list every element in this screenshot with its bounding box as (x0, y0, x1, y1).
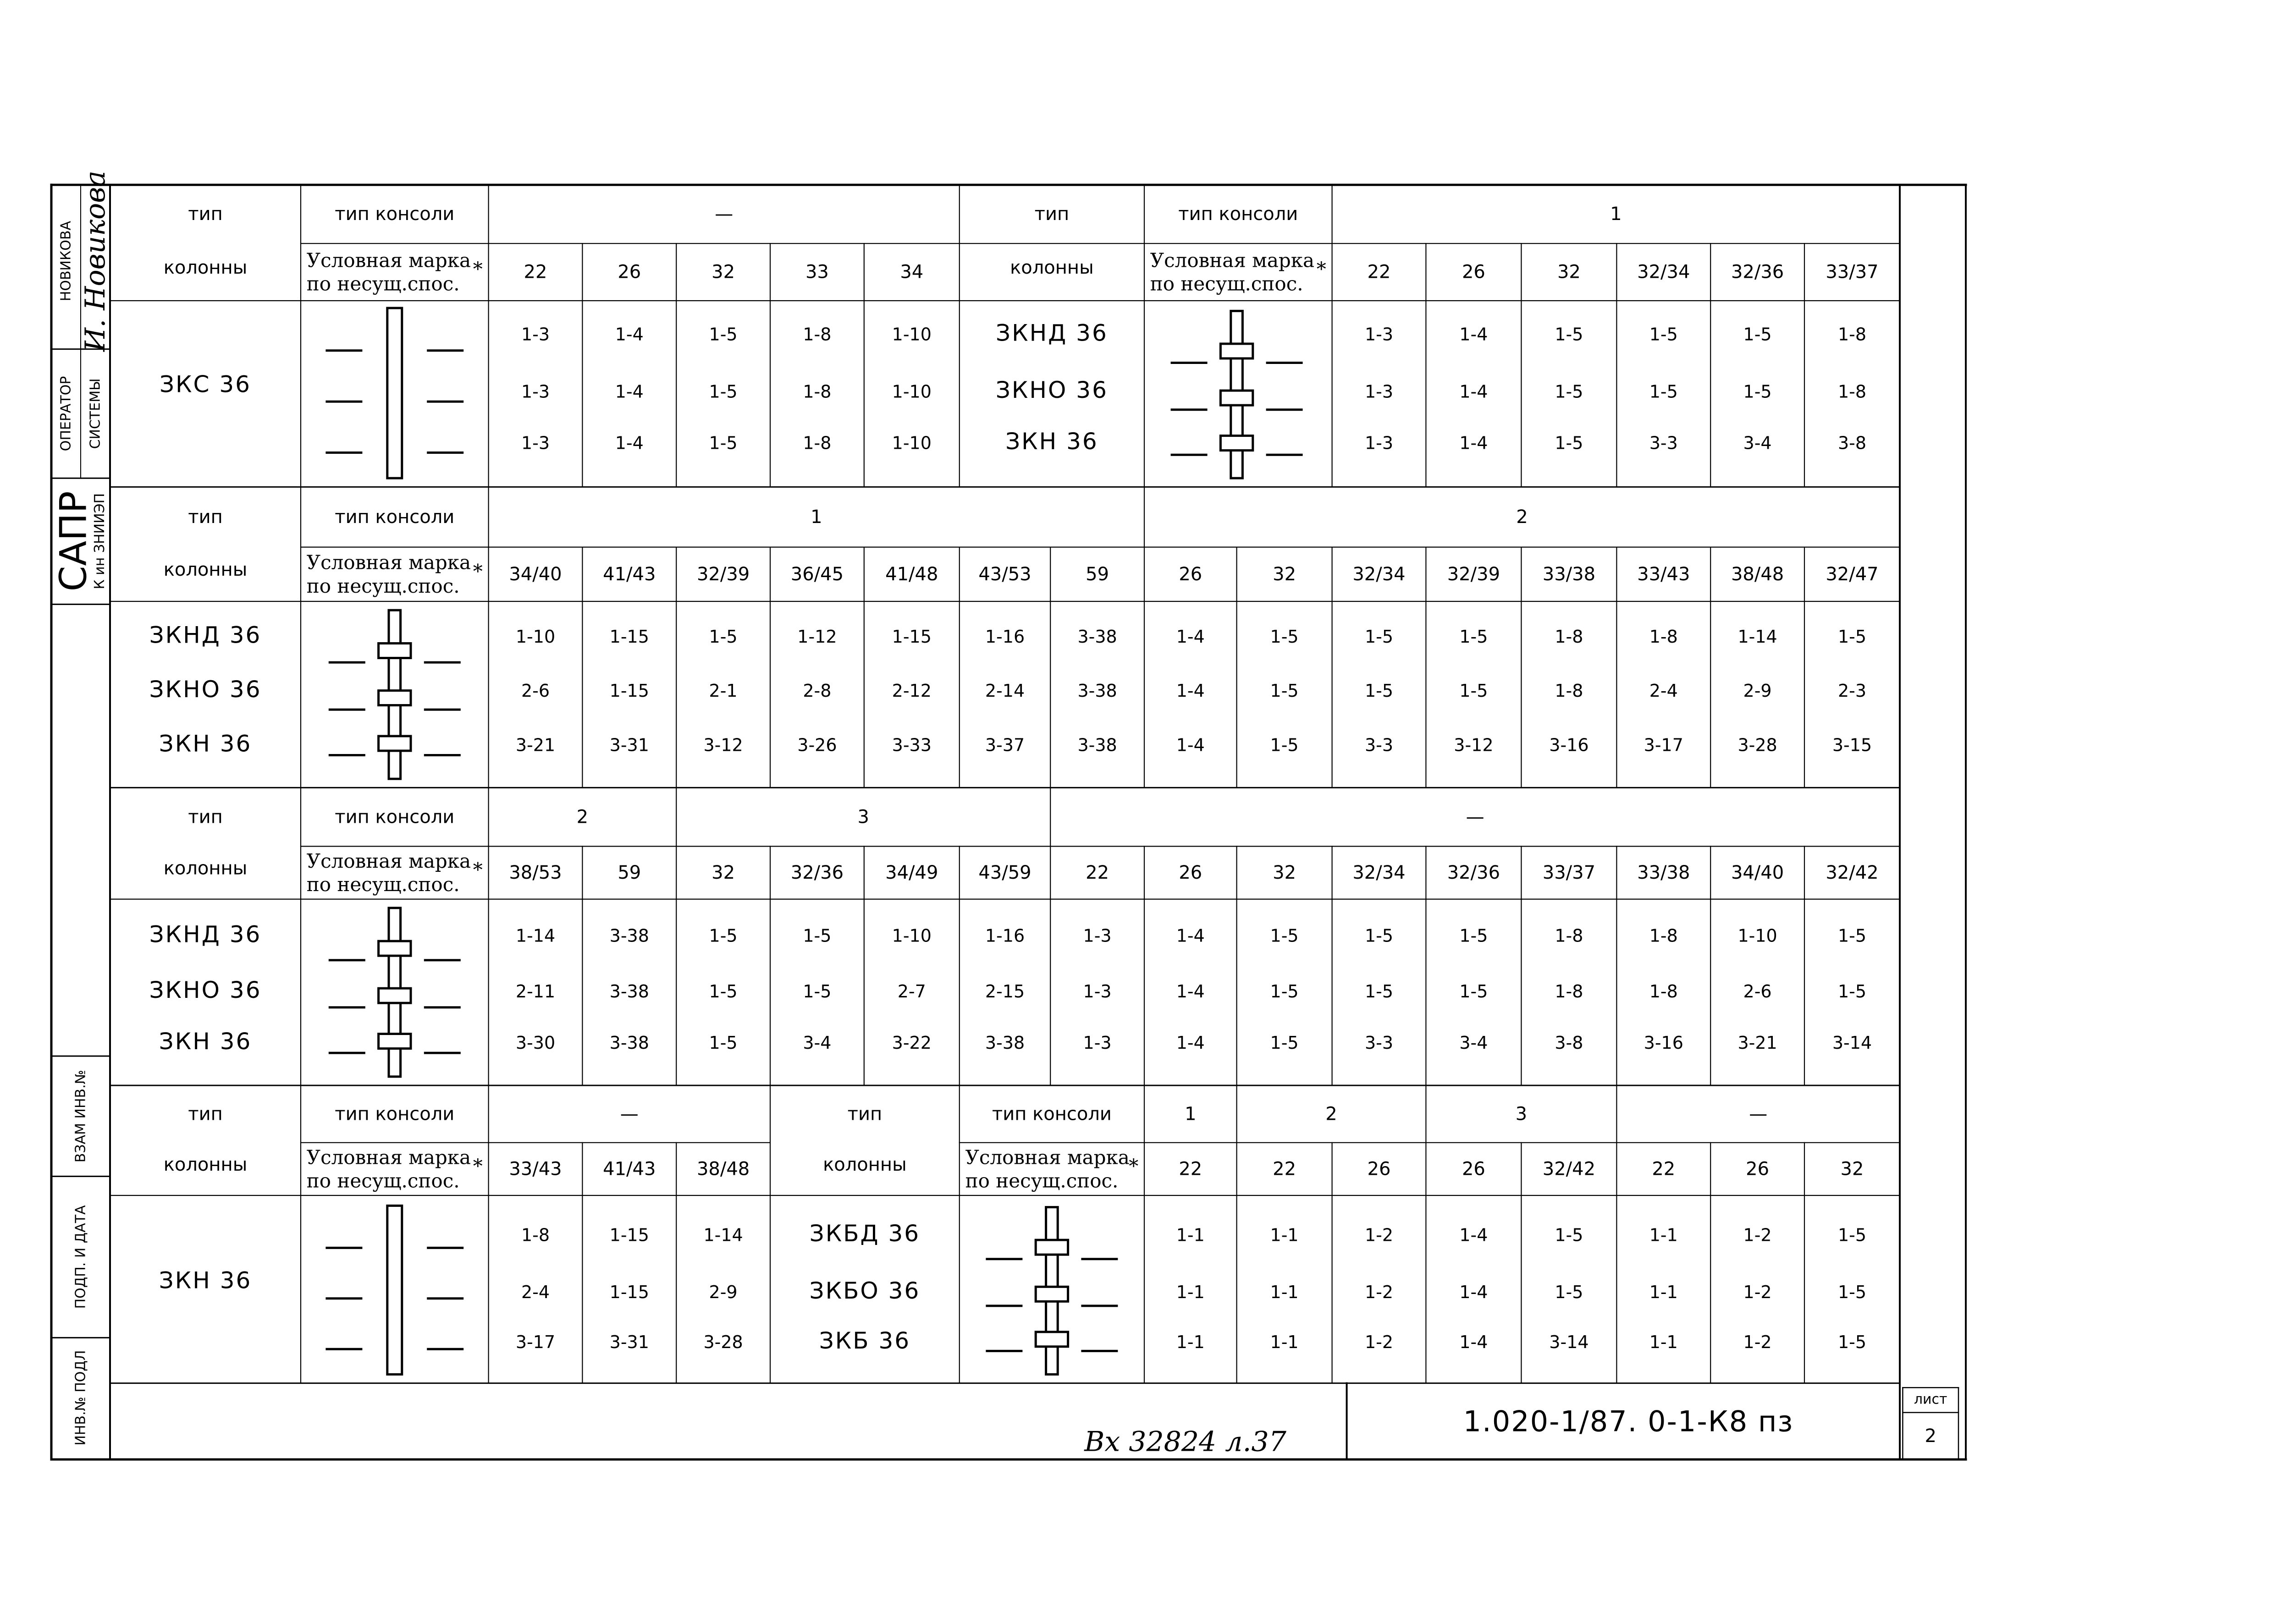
cell-value: 2-14 (985, 681, 1025, 701)
column-name: ЗКН 36 (1005, 428, 1098, 455)
cell-value: 1-5 (709, 981, 738, 1002)
cell-value: 2-8 (803, 681, 832, 701)
mark-star: * (473, 859, 483, 881)
subheader: 32 (1557, 261, 1581, 283)
cell-value: 3-26 (797, 735, 837, 755)
cell-value: 1-4 (1176, 626, 1205, 647)
cell-value: 3-38 (609, 925, 649, 946)
cell-value: 1-5 (1364, 925, 1394, 946)
subheader: 26 (1746, 1158, 1770, 1180)
console-bracket-icon (379, 988, 411, 1003)
cell-value: 1-5 (803, 925, 832, 946)
cell-value: 1-16 (985, 925, 1025, 946)
cell-value: 1-5 (1270, 1033, 1299, 1053)
column-name: ЗКН 36 (159, 730, 252, 757)
cell-value: 2-12 (892, 681, 932, 701)
console-type-label: тип консоли (335, 506, 455, 528)
cell-value: 3-31 (609, 735, 649, 755)
cell-value: 1-5 (709, 1033, 738, 1053)
cell-value: 3-4 (803, 1033, 832, 1053)
subheader: 36/45 (790, 563, 844, 585)
cell-value: 3-21 (1737, 1033, 1777, 1053)
mark-star: * (1129, 1155, 1139, 1178)
cell-value: 3-38 (1077, 681, 1117, 701)
cell-value: 1-5 (1364, 981, 1394, 1002)
cell-value: 1-1 (1176, 1282, 1205, 1303)
sheet-label: лист (1914, 1391, 1947, 1408)
cell-value: 1-10 (515, 626, 556, 647)
cell-value: 1-14 (515, 925, 556, 946)
cell-value: 1-4 (1459, 1225, 1488, 1245)
cell-value: 1-4 (1176, 1033, 1205, 1053)
subheader: 38/48 (1731, 563, 1784, 585)
cell-value: 2-7 (897, 981, 926, 1002)
cell-value: 3-17 (1644, 735, 1683, 755)
subheader: 43/59 (978, 862, 1031, 883)
cell-value: 1-4 (1459, 433, 1488, 453)
cell-value: 1-5 (1555, 433, 1583, 453)
cell-value: 1-5 (709, 433, 738, 453)
subheader: 22 (1367, 261, 1391, 283)
subheader: 32/39 (1447, 563, 1500, 585)
group-label: — (1466, 806, 1484, 828)
cell-value: 3-12 (703, 735, 743, 755)
column-name: ЗКС 36 (160, 371, 251, 398)
cell-value: 1-1 (1270, 1332, 1299, 1352)
cell-value: 1-14 (1737, 626, 1777, 647)
column-name: ЗКН 36 (159, 1267, 252, 1294)
cell-value: 3-8 (1555, 1033, 1583, 1053)
cell-value: 1-8 (803, 433, 832, 453)
console-type-label: тип консоли (335, 204, 455, 225)
mark-star: * (473, 560, 483, 583)
cell-value: 3-4 (1743, 433, 1772, 453)
subheader: 59 (1086, 563, 1109, 585)
cell-value: 3-38 (609, 981, 649, 1002)
cell-value: 2-4 (1649, 681, 1678, 701)
cell-value: 1-4 (615, 324, 644, 345)
subheader: 32/34 (1637, 261, 1690, 283)
handwritten-note: Вх 32824 л.37 (1084, 1426, 1286, 1458)
side-label-sapr: САПР (52, 491, 95, 592)
cell-value: 1-5 (1364, 681, 1394, 701)
subheader: 33/38 (1542, 563, 1596, 585)
cell-value: 1-5 (709, 381, 738, 402)
subheader: 22 (524, 261, 547, 283)
cell-value: 1-4 (1176, 735, 1205, 755)
cell-value: 1-1 (1649, 1332, 1678, 1352)
subheader: 32 (1840, 1158, 1864, 1180)
table-texts (52, 171, 1947, 1458)
mark-label-2: по несущ.спос. (306, 1169, 460, 1192)
subheader: 33/38 (1637, 862, 1690, 883)
console-type-label: тип консоли (335, 1103, 455, 1125)
subheader: 26 (1462, 1158, 1485, 1180)
cell-value: 1-2 (1364, 1282, 1394, 1303)
cell-value: 1-8 (1837, 381, 1867, 402)
cell-value: 1-5 (1555, 1225, 1583, 1245)
cell-value: 1-5 (1459, 681, 1488, 701)
column-symbols (325, 308, 1302, 1374)
column-bar-icon (387, 308, 402, 478)
column-name: ЗКНД 36 (149, 622, 262, 649)
cell-value: 1-2 (1743, 1225, 1772, 1245)
cell-value: 2-6 (521, 681, 550, 701)
cell-value: 3-22 (892, 1033, 932, 1053)
cell-value: 3-14 (1549, 1332, 1589, 1352)
column-name: ЗКНО 36 (149, 977, 262, 1003)
group-label: — (715, 204, 734, 225)
cell-value: 1-14 (703, 1225, 743, 1245)
cell-value: 1-5 (1555, 1282, 1583, 1303)
cell-value: 1-5 (803, 981, 832, 1002)
cell-value: 1-8 (1555, 981, 1583, 1002)
cell-value: 3-38 (609, 1033, 649, 1053)
cell-value: 3-12 (1454, 735, 1494, 755)
subheader: 41/43 (603, 563, 656, 585)
side-label-org: К ин ЗНИИЭП (92, 493, 108, 589)
cell-value: 1-5 (709, 626, 738, 647)
cell-value: 1-2 (1743, 1332, 1772, 1352)
cell-value: 3-16 (1644, 1033, 1683, 1053)
cell-value: 2-15 (985, 981, 1025, 1002)
subheader: 32/36 (1731, 261, 1784, 283)
cell-value: 1-2 (1364, 1225, 1394, 1245)
col-type-label-2: колонны (1010, 257, 1094, 278)
cell-value: 3-15 (1832, 735, 1872, 755)
subheader: 33/43 (1637, 563, 1690, 585)
console-type-label: тип консоли (1178, 204, 1298, 225)
cell-value: 1-4 (1459, 1332, 1488, 1352)
cell-value: 1-1 (1176, 1225, 1205, 1245)
cell-value: 1-15 (892, 626, 932, 647)
cell-value: 1-1 (1649, 1225, 1678, 1245)
cell-value: 1-3 (521, 433, 550, 453)
cell-value: 1-5 (1459, 925, 1488, 946)
cell-value: 3-30 (515, 1033, 556, 1053)
group-label: 1 (1610, 204, 1622, 225)
cell-value: 1-4 (1459, 1282, 1488, 1303)
mark-label-2: по несущ.спос. (306, 873, 460, 896)
subheader: 43/53 (978, 563, 1031, 585)
cell-value: 1-5 (1837, 1282, 1867, 1303)
col-type-label: тип (1034, 204, 1070, 225)
column-name: ЗКНО 36 (995, 377, 1108, 404)
mark-star: * (1316, 258, 1326, 281)
cell-value: 1-8 (1649, 981, 1678, 1002)
mark-label-2: по несущ.спос. (306, 272, 460, 295)
cell-value: 3-33 (892, 735, 932, 755)
cell-value: 1-4 (615, 433, 644, 453)
cell-value: 1-15 (609, 681, 649, 701)
column-name: ЗКНО 36 (149, 676, 262, 703)
group-label: 3 (1515, 1103, 1528, 1125)
cell-value: 1-5 (1743, 324, 1772, 345)
mark-label: Условная марка (965, 1146, 1130, 1169)
cell-value: 3-16 (1549, 735, 1589, 755)
console-bracket-icon (1036, 1287, 1068, 1301)
mark-label-2: по несущ.спос. (965, 1169, 1119, 1192)
cell-value: 1-8 (1555, 681, 1583, 701)
cell-value: 3-17 (515, 1332, 556, 1352)
cell-value: 1-5 (1837, 925, 1867, 946)
document-code: 1.020-1/87. 0-1-К8 пз (1463, 1404, 1794, 1438)
cell-value: 1-8 (803, 381, 832, 402)
cell-value: 1-1 (1649, 1282, 1678, 1303)
cell-value: 1-5 (709, 324, 738, 345)
mark-star: * (473, 1155, 483, 1178)
cell-value: 1-12 (797, 626, 837, 647)
subheader: 33/37 (1826, 261, 1879, 283)
column-name: ЗКБО 36 (809, 1277, 921, 1304)
mark-label: Условная марка (306, 1146, 471, 1169)
cell-value: 2-1 (709, 681, 738, 701)
side-label-operator: ОПЕРАТОР (58, 376, 74, 451)
cell-value: 1-2 (1743, 1282, 1772, 1303)
subheader: 32/34 (1352, 563, 1406, 585)
sheet-number: 2 (1925, 1425, 1936, 1447)
subheader: 41/43 (603, 1158, 656, 1180)
cell-value: 1-10 (892, 925, 932, 946)
cell-value: 1-5 (1270, 981, 1299, 1002)
cell-value: 1-1 (1270, 1282, 1299, 1303)
cell-value: 1-3 (521, 381, 550, 402)
cell-value: 1-5 (1837, 626, 1867, 647)
cell-value: 3-21 (515, 735, 556, 755)
side-signature: И. Новикова (79, 171, 111, 352)
cell-value: 3-28 (703, 1332, 743, 1352)
cell-value: 3-14 (1832, 1033, 1872, 1053)
subheader: 34/49 (885, 862, 938, 883)
subheader: 22 (1179, 1158, 1202, 1180)
subheader: 26 (1462, 261, 1485, 283)
cell-value: 2-9 (1743, 681, 1772, 701)
console-bracket-icon (379, 644, 411, 658)
cell-value: 1-4 (1459, 324, 1488, 345)
column-bar-icon (387, 1206, 402, 1374)
subheader: 22 (1652, 1158, 1676, 1180)
mark-label: Условная марка (1150, 249, 1315, 272)
cell-value: 1-3 (1364, 433, 1394, 453)
side-label-signature-date: ПОДП. И ДАТА (72, 1205, 89, 1309)
col-type-label-2: колонны (163, 257, 248, 278)
cell-value: 1-8 (1649, 925, 1678, 946)
cell-value: 1-3 (1083, 1033, 1112, 1053)
console-bracket-icon (379, 1034, 411, 1049)
col-type-label: тип (188, 204, 223, 225)
cell-value: 3-28 (1737, 735, 1777, 755)
subheader: 33/43 (509, 1158, 562, 1180)
mark-label-2: по несущ.спос. (1150, 272, 1303, 295)
subheader: 32/34 (1352, 862, 1406, 883)
console-bracket-icon (379, 691, 411, 705)
console-bracket-icon (1220, 436, 1252, 451)
cell-value: 1-15 (609, 626, 649, 647)
subheader: 33 (805, 261, 829, 283)
cell-value: 1-5 (1837, 1332, 1867, 1352)
cell-value: 1-4 (1459, 381, 1488, 402)
console-bracket-icon (379, 941, 411, 956)
side-label-replace-inv: ВЗАМ ИНВ.№ (72, 1070, 89, 1163)
side-label-inv-original: ИНВ.№ ПОДЛ (72, 1350, 89, 1446)
group-label: 1 (811, 506, 822, 528)
subheader: 33/37 (1542, 862, 1596, 883)
cell-value: 1-15 (609, 1225, 649, 1245)
group-label: — (620, 1103, 639, 1125)
cell-value: 1-5 (1555, 324, 1583, 345)
cell-value: 1-1 (1176, 1332, 1205, 1352)
col-type-label-2: колонны (163, 559, 248, 581)
group-label: — (1749, 1103, 1768, 1125)
col-type-label-2: колонны (163, 1154, 248, 1175)
console-bracket-icon (379, 736, 411, 751)
cell-value: 1-8 (1837, 324, 1867, 345)
cell-value: 1-5 (1270, 735, 1299, 755)
group-label: 2 (576, 806, 589, 828)
cell-value: 3-4 (1459, 1033, 1488, 1053)
cell-value: 2-3 (1837, 681, 1867, 701)
console-bracket-icon (1220, 391, 1252, 405)
cell-value: 3-38 (1077, 626, 1117, 647)
cell-value: 3-31 (609, 1332, 649, 1352)
subheader: 26 (1179, 862, 1202, 883)
console-type-label: тип консоли (992, 1103, 1112, 1125)
console-bracket-icon (1036, 1332, 1068, 1347)
col-type-label-2: колонны (163, 858, 248, 879)
column-name: ЗКНД 36 (149, 921, 262, 948)
subheader: 41/48 (885, 563, 938, 585)
cell-value: 1-8 (1649, 626, 1678, 647)
mark-label: Условная марка (306, 849, 471, 872)
cell-value: 1-5 (1270, 925, 1299, 946)
cell-value: 1-10 (1737, 925, 1777, 946)
subheader: 32/39 (696, 563, 750, 585)
cell-value: 2-6 (1743, 981, 1772, 1002)
cell-value: 1-4 (1176, 981, 1205, 1002)
subheader: 32/42 (1542, 1158, 1596, 1180)
subheader: 32 (1273, 563, 1296, 585)
cell-value: 1-3 (1364, 381, 1394, 402)
subheader: 59 (618, 862, 641, 883)
console-bracket-icon (1036, 1240, 1068, 1255)
cell-value: 1-2 (1364, 1332, 1394, 1352)
cell-value: 2-11 (515, 981, 556, 1002)
cell-value: 1-10 (892, 381, 932, 402)
cell-value: 1-5 (1743, 381, 1772, 402)
group-label: 2 (1325, 1103, 1337, 1125)
cell-value: 3-38 (985, 1033, 1025, 1053)
subheader: 22 (1273, 1158, 1296, 1180)
subheader: 32/36 (1447, 862, 1500, 883)
cell-value: 1-4 (1176, 925, 1205, 946)
column-name: ЗКБ 36 (819, 1327, 911, 1354)
col-type-label: тип (188, 506, 223, 528)
cell-value: 3-38 (1077, 735, 1117, 755)
cell-value: 3-8 (1837, 433, 1867, 453)
subheader: 34/40 (1731, 862, 1784, 883)
column-name: ЗКНД 36 (996, 319, 1108, 347)
subheader: 26 (1179, 563, 1202, 585)
console-type-label: тип консоли (335, 806, 455, 828)
column-name: ЗКБД 36 (809, 1220, 921, 1247)
subheader: 22 (1086, 862, 1109, 883)
console-bracket-icon (1220, 344, 1252, 358)
cell-value: 1-3 (1083, 925, 1112, 946)
subheader: 38/53 (509, 862, 562, 883)
cell-value: 1-5 (1459, 981, 1488, 1002)
mark-label-2: по несущ.спос. (306, 574, 460, 597)
cell-value: 1-8 (803, 324, 832, 345)
subheader: 26 (618, 261, 641, 283)
group-label: 3 (857, 806, 869, 828)
subheader: 32 (712, 862, 735, 883)
col-type-label: тип (188, 1103, 223, 1125)
cell-value: 1-8 (1555, 626, 1583, 647)
subheader: 34 (900, 261, 924, 283)
cell-value: 1-3 (1364, 324, 1394, 345)
side-label-novikova: НОВИКОВА (58, 220, 74, 302)
subheader: 38/48 (696, 1158, 750, 1180)
cell-value: 1-5 (1270, 626, 1299, 647)
col-type-label: тип (188, 806, 223, 828)
cell-value: 1-8 (1555, 925, 1583, 946)
col-type-label-2: колонны (823, 1154, 907, 1175)
cell-value: 3-3 (1364, 735, 1394, 755)
cell-value: 3-3 (1364, 1033, 1394, 1053)
col-type-label: тип (847, 1103, 883, 1125)
cell-value: 1-10 (892, 433, 932, 453)
cell-value: 1-5 (1649, 381, 1678, 402)
cell-value: 1-1 (1270, 1225, 1299, 1245)
cell-value: 1-10 (892, 324, 932, 345)
cell-value: 2-4 (521, 1282, 550, 1303)
mark-label: Условная марка (306, 249, 471, 272)
side-label-system: СИСТЕМЫ (87, 378, 104, 449)
subheader: 26 (1367, 1158, 1391, 1180)
cell-value: 1-3 (521, 324, 550, 345)
subheader: 32/47 (1826, 563, 1879, 585)
mark-label: Условная марка (306, 551, 471, 574)
cell-value: 1-5 (1837, 1225, 1867, 1245)
cell-value: 1-4 (615, 381, 644, 402)
cell-value: 1-5 (1837, 981, 1867, 1002)
cell-value: 1-5 (1364, 626, 1394, 647)
cell-value: 1-5 (1649, 324, 1678, 345)
group-label: 2 (1516, 506, 1528, 528)
cell-value: 1-15 (609, 1282, 649, 1303)
subheader: 32 (712, 261, 735, 283)
cell-value: 1-16 (985, 626, 1025, 647)
cell-value: 1-5 (1459, 626, 1488, 647)
subheader: 34/40 (509, 563, 562, 585)
cell-value: 1-5 (1270, 681, 1299, 701)
cell-value: 1-8 (521, 1225, 550, 1245)
subheader: 32 (1273, 862, 1296, 883)
cell-value: 1-3 (1083, 981, 1112, 1002)
cell-value: 3-3 (1649, 433, 1678, 453)
subheader: 32/42 (1826, 862, 1879, 883)
cell-value: 1-5 (1555, 381, 1583, 402)
group-label: 1 (1185, 1103, 1197, 1125)
column-name: ЗКН 36 (159, 1028, 252, 1055)
cell-value: 1-4 (1176, 681, 1205, 701)
subheader: 32/36 (790, 862, 844, 883)
cell-value: 2-9 (709, 1282, 738, 1303)
cell-value: 3-37 (985, 735, 1025, 755)
cell-value: 1-5 (709, 925, 738, 946)
mark-star: * (473, 258, 483, 281)
